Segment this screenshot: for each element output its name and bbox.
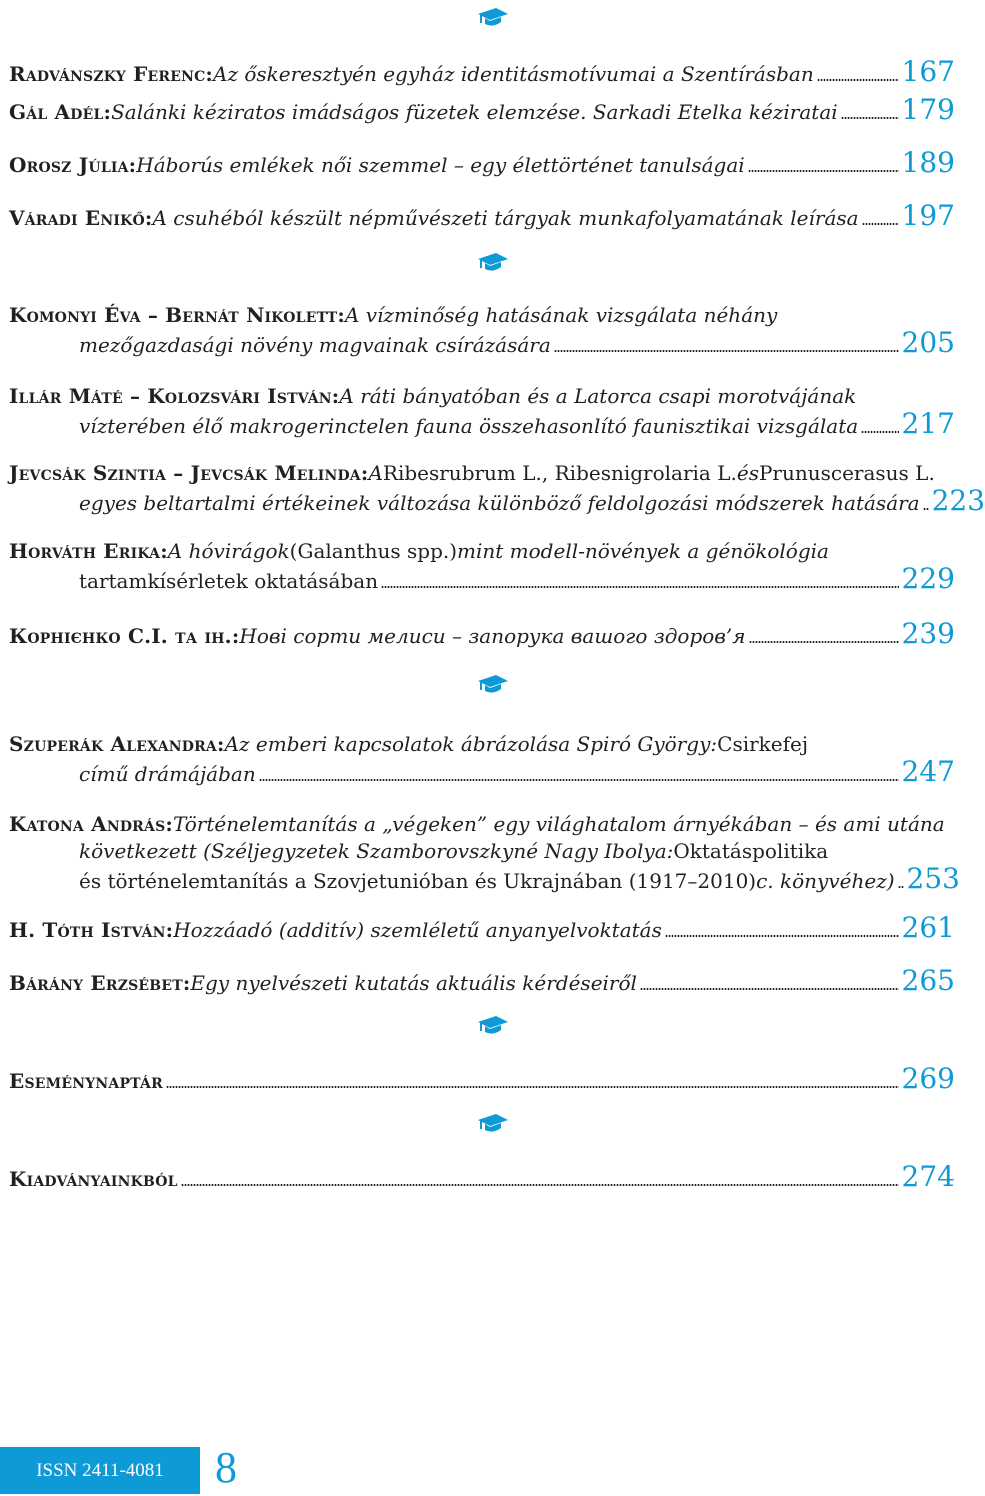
graduation-cap-icon [476,6,510,28]
entry-title: Hozzáadó (additív) szemléletű anyanyelvoktatás [173,918,662,942]
entry-title-cont: következett (Széljegyzetek Szamborovszkyné Nagy Ibolya: [79,839,674,863]
entry-title-work: Oktatáspolitika [673,839,829,863]
toc-entry[interactable] [9,302,955,359]
entry-title-conj: és [736,461,759,485]
leader-dots [862,223,899,225]
graduation-cap-icon [476,1014,510,1036]
entry-title-cont: című drámájában [79,762,256,786]
entry-title: Az emberi kapcsolatok ábrázolása Spiró György: [224,732,718,756]
entry-author: Orosz Júlia: [9,153,137,177]
entry-author: H. Tóth István: [9,918,174,942]
leader-dots [749,641,899,643]
toc-entry[interactable] [9,55,955,88]
entry-title-cont: mezőgazdasági növény magvainak csírázására [79,333,551,357]
entry-title-species: Prunuscerasus L. [758,461,935,485]
leader-dots [817,79,899,81]
leader-dots [841,117,899,119]
toc-entry[interactable] [9,383,955,440]
leader-dots [861,431,898,433]
entry-author: Корнієнко С.І. та ін.: [9,624,240,648]
toc-entry[interactable] [9,538,955,595]
entry-author: Szuperák Alexandra: [9,732,225,756]
page-number[interactable]: 269 [901,1062,955,1095]
toc-entry[interactable] [9,93,955,126]
entry-author: Váradi Enikő: [9,206,153,230]
entry-title-cont: vízterében élő makrogerinctelen fauna összehasonlító faunisztikai vizsgálata [79,414,859,438]
entry-author: Horváth Erika: [9,539,168,563]
issn-label: ISSN 2411-4081 [36,1459,164,1481]
entry-author: Gál Adél: [9,100,112,124]
entry-author: Eseménynaptár [9,1069,163,1093]
graduation-cap-icon [476,673,510,695]
entry-title: A ráti bányatóban és a Latorca csapi morotvájának [339,384,857,408]
leader-dots [381,586,898,588]
page-number[interactable]: 217 [901,407,955,440]
entry-author: Kiadványainkból [9,1167,178,1191]
leader-dots [640,988,899,990]
entry-title-rest: mint modell-növények a génökológia [457,539,829,563]
entry-title-cont: tartamkísérletek oktatásában [79,569,379,593]
toc-entry[interactable] [9,1062,955,1095]
entry-author: Bárány Erzsébet: [9,971,191,995]
entry-title: A [368,461,383,485]
entry-title-species: (Galanthus spp.) [289,539,458,563]
toc-entry[interactable] [9,731,955,788]
entry-title: Az őskeresztyén egyház identitásmotívumai a Szentírásban [213,62,814,86]
toc-entry[interactable] [9,811,960,895]
toc-entry[interactable] [9,1160,955,1193]
page-folio: 8 [215,1443,237,1492]
page-number[interactable]: 205 [901,326,955,359]
graduation-cap-icon [476,1112,510,1134]
leader-dots [554,350,899,352]
entry-title: Salánki kéziratos imádságos füzetek elemzése. Sarkadi Etelka kéziratai [111,100,838,124]
leader-dots [181,1184,899,1186]
page-number[interactable]: 247 [901,755,955,788]
entry-title-work: Csirkefej [717,732,809,756]
toc-entry[interactable] [9,460,985,517]
entry-author: Radvánszky Ferenc: [9,62,213,86]
entry-author: Jevcsák Szintia – Jevcsák Melinda: [9,461,369,485]
page-number[interactable]: 239 [901,617,955,650]
toc-entry[interactable] [9,617,955,650]
graduation-cap-icon [476,251,510,273]
page-number[interactable]: 253 [906,862,960,895]
entry-title-tail: c. könyvéhez) [756,869,895,893]
leader-dots [898,886,904,888]
page-number[interactable]: 261 [901,911,955,944]
leader-dots [923,508,929,510]
page-number[interactable]: 274 [901,1160,955,1193]
entry-title: A csuhéból készült népművészeti tárgyak munkafolyamatának leírása [152,206,859,230]
entry-title: A hóvirágok [167,539,290,563]
entry-title: A vízminőség hatásának vizsgálata néhány [344,303,778,327]
entry-author: Katona András: [9,812,173,836]
page-number[interactable]: 167 [901,55,955,88]
leader-dots [665,935,899,937]
page-number[interactable]: 265 [901,964,955,997]
leader-dots [259,779,899,781]
page-number[interactable]: 223 [931,484,985,517]
leader-dots [166,1086,899,1088]
toc-entry[interactable] [9,146,955,179]
leader-dots [748,170,899,172]
entry-author: Komonyi Éva – Bernát Nikolett: [9,303,345,327]
entry-title-cont: egyes beltartalmi értékeinek változása különböző feldolgozási módszerek hatására [79,491,920,515]
issn-badge [0,1447,200,1494]
page-number[interactable]: 189 [901,146,955,179]
page-number[interactable]: 197 [901,199,955,232]
toc-entry[interactable] [9,964,955,997]
entry-title: Háborús emlékek női szemmel – egy élettörténet tanulságai [136,153,745,177]
page-number[interactable]: 229 [901,562,955,595]
entry-title-work-cont: és történelemtanítás a Szovjetunióban és Ukrajnában (1917–2010) [79,869,757,893]
entry-title: Нові сорти мелиси – запорука вашого здоров’я [239,624,746,648]
toc-entry[interactable] [9,199,955,232]
entry-author: Illár Máté – Kolozsvári István: [9,384,340,408]
page-number[interactable]: 179 [901,93,955,126]
entry-title: Történelemtanítás a „végeken” egy világhatalom árnyékában – és ami utána [172,812,945,836]
entry-title: Egy nyelvészeti kutatás aktuális kérdéseiről [190,971,637,995]
toc-entry[interactable] [9,911,955,944]
entry-title-species: Ribesrubrum L., Ribesnigrolaria L. [382,461,737,485]
